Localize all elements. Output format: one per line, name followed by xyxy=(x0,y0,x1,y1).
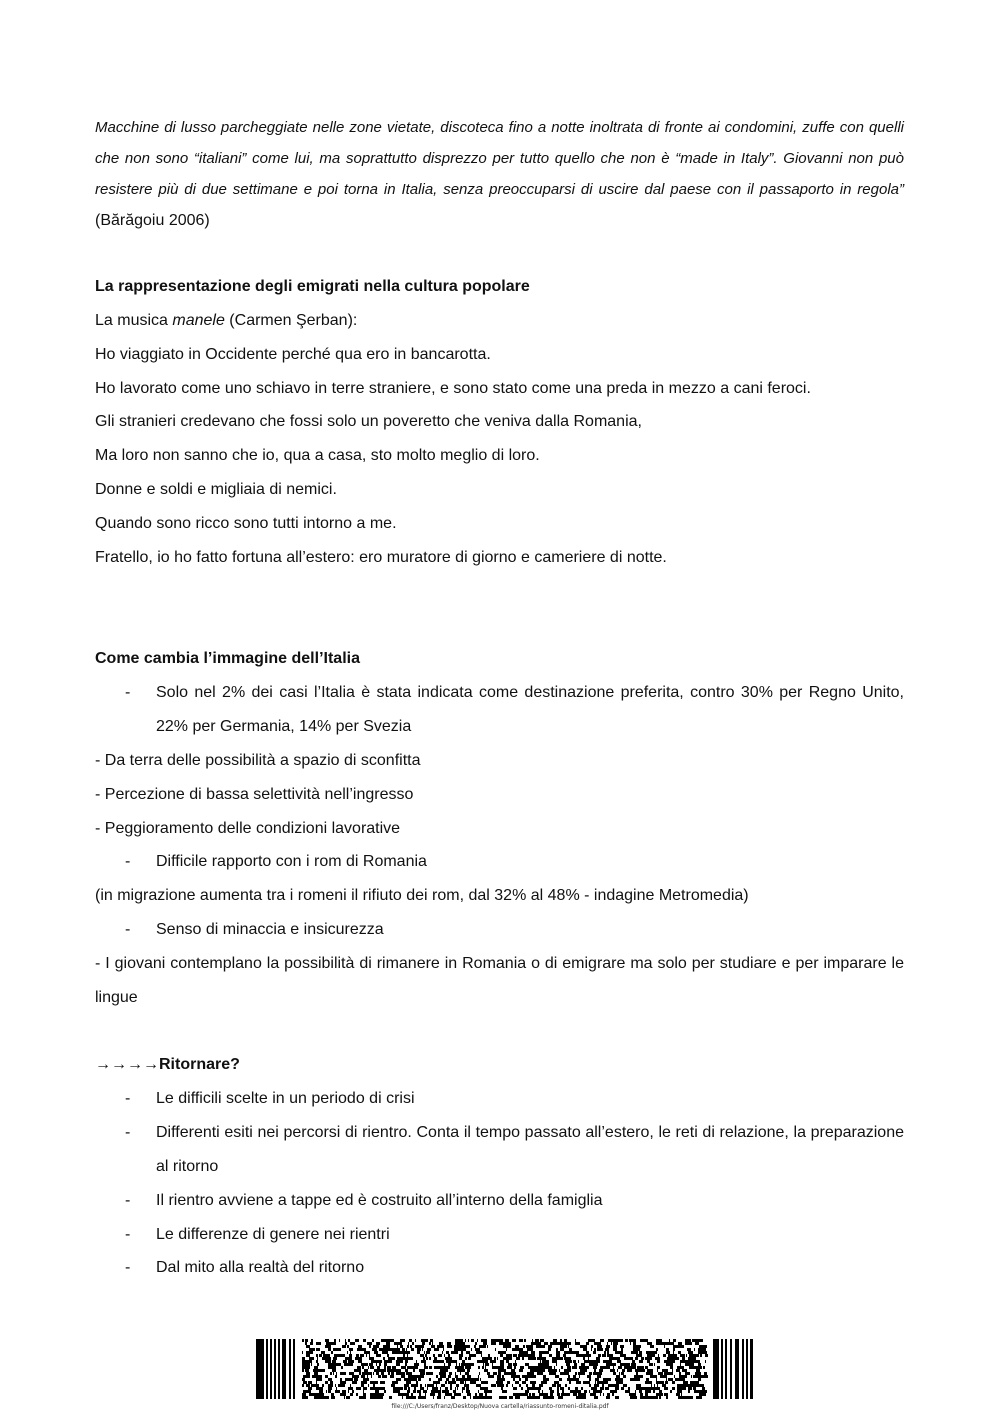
bullet-dash: - xyxy=(125,1225,131,1243)
text-line: - Percezione di bassa selettività nell’ingresso xyxy=(95,785,414,803)
footer-file-path: file:///C:/Users/franz/Desktop/Nuova cartella/riassunto-romeni-ditalia.pdf xyxy=(391,1403,609,1410)
lyric-line: Fratello, io ho fatto fortuna all’estero: ero muratore di giorno e cameriere di notte. xyxy=(95,548,667,566)
list-item: - Le differenze di genere nei rientri xyxy=(95,1218,904,1252)
bullet-dash: - xyxy=(125,1191,131,1209)
pdf417-barcode xyxy=(256,1339,753,1399)
quote-text: Macchine di lusso parcheggiate nelle zone vietate, discoteca fino a notte inoltrata di fronte ai condomini, zuffe con quelli che non sono “italiani” come lui, ma soprattutto disprezzo per tutto quello che non è “made in Italy”. Giovanni non può resistere più di due settimane e poi torna in Italia, senza preoccuparsi di uscire dal paese con il passaporto in regola” xyxy=(95,119,904,198)
bullet-dash: - xyxy=(125,920,131,938)
lyric-line: Gli stranieri credevano che fossi solo un poveretto che veniva dalla Romania, xyxy=(95,413,642,431)
lyric-line: Donne e soldi e migliaia di nemici. xyxy=(95,480,337,498)
bullet-dash: - xyxy=(125,1124,131,1142)
list-item: - Dal mito alla realtà del ritorno xyxy=(95,1251,904,1285)
text-line: - Peggioramento delle condizioni lavorative xyxy=(95,819,401,837)
list-item: - Le difficili scelte in un periodo di crisi xyxy=(95,1082,904,1116)
text-line: (in migrazione aumenta tra i romeni il rifiuto dei rom, dal 32% al 48% - indagine Metromedia) xyxy=(95,887,749,905)
section-heading-italy-image: Come cambia l’immagine dell’Italia xyxy=(95,650,360,668)
intro-italic: manele xyxy=(172,312,225,329)
bullet-dash: - xyxy=(125,853,131,871)
bullet-dash: - xyxy=(125,1090,131,1108)
text-line: - I giovani contemplano la possibilità di rimanere in Romania o di emigrare ma solo per studiare e per imparare le lingue xyxy=(95,954,904,1006)
list-item: - Difficile rapporto con i rom di Romania xyxy=(95,845,904,879)
text-line: - Da terra delle possibilità a spazio di sconfitta xyxy=(95,751,421,769)
lyric-line: Ho viaggiato in Occidente perché qua ero in bancarotta. xyxy=(95,345,491,363)
section-heading-representation: La rappresentazione degli emigrati nella cultura popolare xyxy=(95,278,530,295)
quote-paragraph xyxy=(95,112,904,236)
manele-intro xyxy=(95,304,904,338)
list-item: - Differenti esiti nei percorsi di rientro. Conta il tempo passato all’estero, le reti di relazione, la preparazione al ritorno xyxy=(95,1116,904,1184)
bullet-dash: - xyxy=(125,684,131,702)
lyric-line: Ma loro non sanno che io, qua a casa, sto molto meglio di loro. xyxy=(95,447,540,465)
quote-citation: (Bărăgoiu 2006) xyxy=(95,212,210,229)
document-page xyxy=(95,112,904,1285)
list-item: - Il rientro avviene a tappe ed è costruito all’interno della famiglia xyxy=(95,1184,904,1218)
list-item: - Senso di minaccia e insicurezza xyxy=(95,913,904,947)
return-heading-text: Ritornare? xyxy=(159,1056,240,1074)
intro-prefix: La musica xyxy=(95,312,173,329)
arrow-icons: →→→→ xyxy=(95,1056,159,1074)
intro-suffix: (Carmen Şerban): xyxy=(224,312,358,329)
list-item: - Solo nel 2% dei casi l’Italia è stata indicata come destinazione preferita, contro 30% per Regno Unito, 22% per Germania, 14% per Svezia xyxy=(95,676,904,744)
lyric-line: Ho lavorato come uno schiavo in terre straniere, e sono stato come una preda in mezzo a cani feroci. xyxy=(95,379,811,397)
bullet-dash: - xyxy=(125,1259,131,1277)
lyric-line: Quando sono ricco sono tutti intorno a me. xyxy=(95,514,397,532)
section-heading-return xyxy=(95,1048,904,1082)
